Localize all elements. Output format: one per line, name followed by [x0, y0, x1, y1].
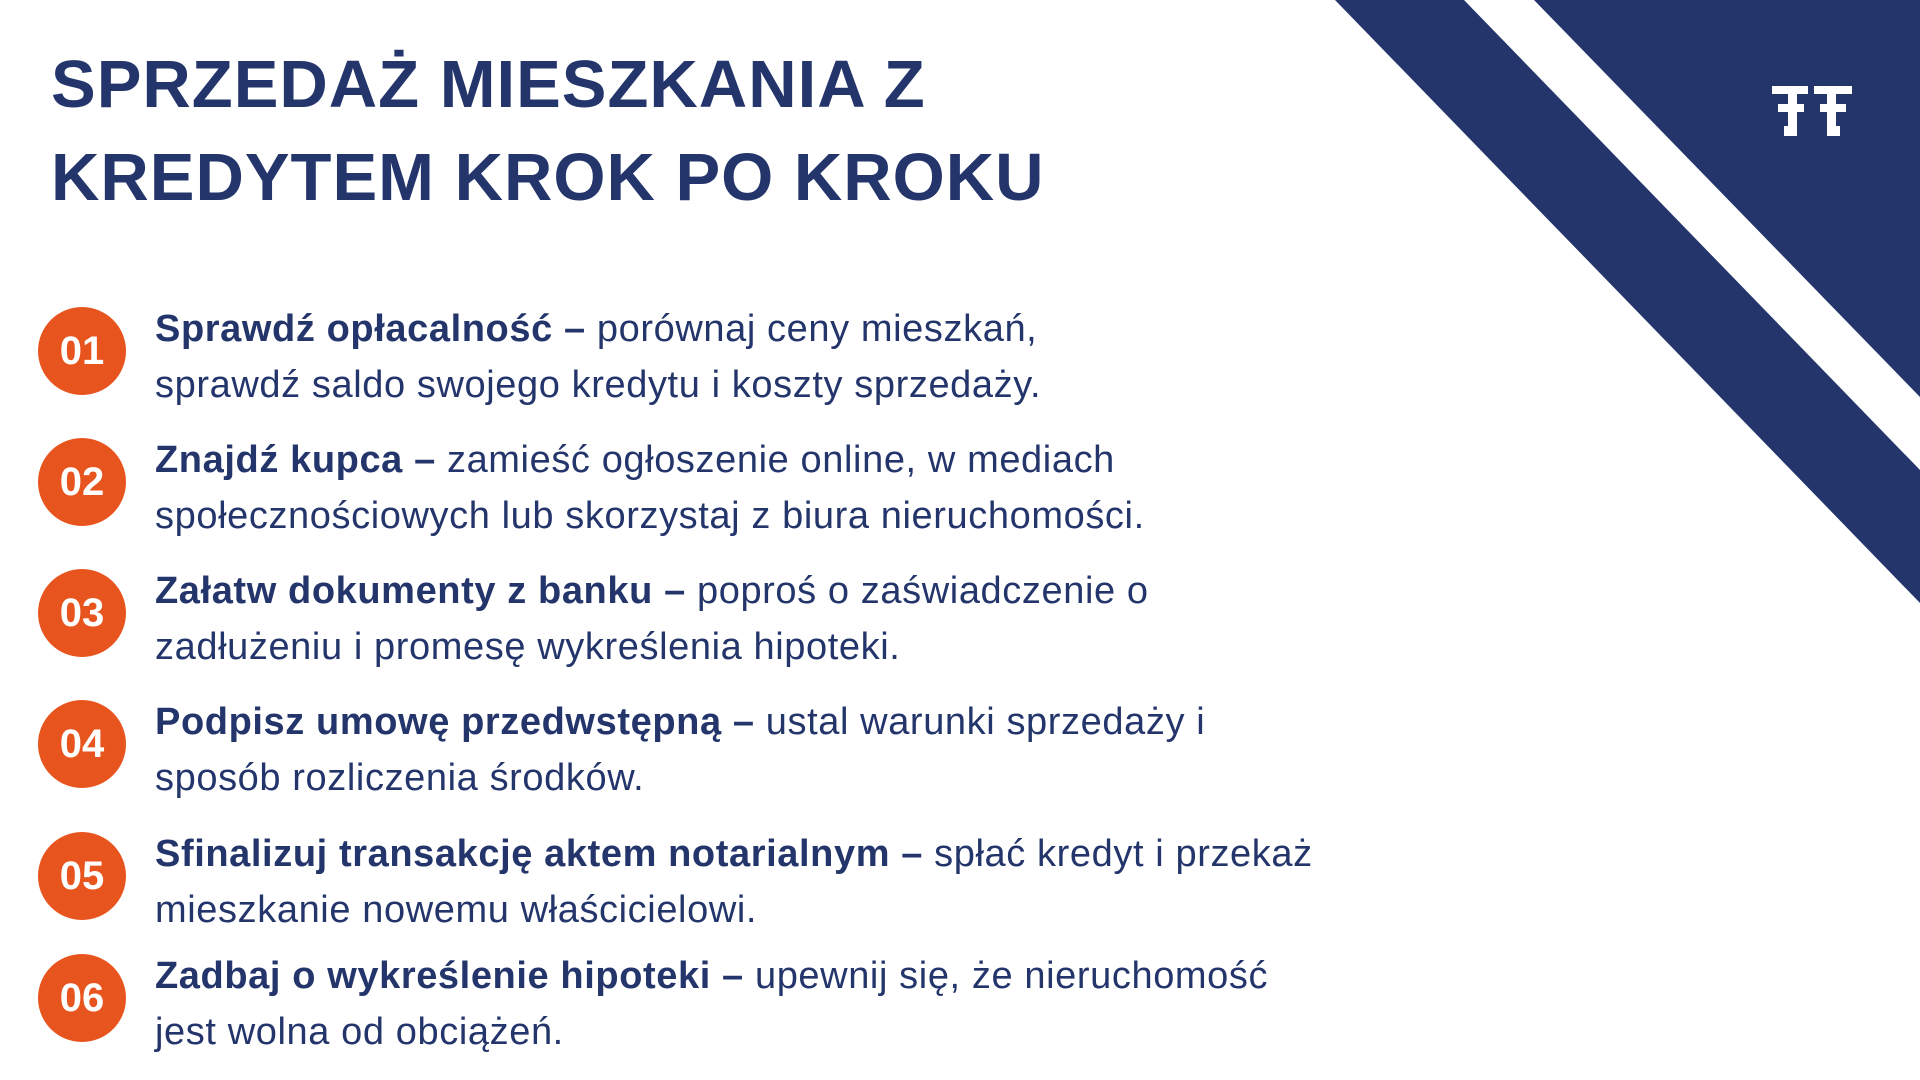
- step-number-badge: 03: [38, 569, 126, 657]
- step-description-line-2: sprawdź saldo swojego kredytu i koszty sprzedaży.: [155, 364, 1042, 406]
- step-description-line-2: mieszkanie nowemu właścicielowi.: [155, 889, 758, 931]
- step-heading: Znajdź kupca –: [155, 439, 436, 481]
- step-heading: Sprawdź opłacalność –: [155, 308, 586, 350]
- step-item: [38, 954, 1538, 1074]
- step-heading: Załatw dokumenty z banku –: [155, 570, 686, 612]
- step-description-line-1: poproś o zaświadczenie o: [685, 570, 1149, 612]
- step-description-line-2: zadłużeniu i promesę wykreślenia hipoteki.: [155, 626, 901, 668]
- step-item: [38, 569, 1538, 689]
- step-number-badge: 01: [38, 307, 126, 395]
- step-item: [38, 438, 1538, 558]
- step-description-line-1: ustal warunki sprzedaży i: [754, 701, 1206, 743]
- step-heading: Podpisz umowę przedwstępną –: [155, 701, 755, 743]
- page-title: [51, 38, 1045, 224]
- step-description-line-1: zamieść ogłoszenie online, w mediach: [435, 439, 1115, 481]
- step-number-badge: 02: [38, 438, 126, 526]
- step-heading: Sfinalizuj transakcję aktem notarialnym –: [155, 833, 923, 875]
- step-description-line-1: upewnij się, że nieruchomość: [743, 955, 1269, 997]
- title-line-2: KREDYTEM KROK PO KROKU: [51, 140, 1045, 215]
- step-number-badge: 06: [38, 954, 126, 1042]
- step-description-line-2: sposób rozliczenia środków.: [155, 757, 645, 799]
- step-item: [38, 832, 1538, 952]
- step-text: [155, 826, 1313, 938]
- step-number-badge: 05: [38, 832, 126, 920]
- title-line-1: SPRZEDAŻ MIESZKANIA Z: [51, 47, 926, 122]
- step-text: [155, 563, 1149, 675]
- step-description-line-1: spłać kredyt i przekaż: [923, 833, 1313, 875]
- step-text: [155, 694, 1205, 806]
- step-text: [155, 432, 1145, 544]
- step-item: [38, 307, 1538, 427]
- step-number-badge: 04: [38, 700, 126, 788]
- step-text: [155, 948, 1268, 1060]
- step-heading: Zadbaj o wykreślenie hipoteki –: [155, 955, 744, 997]
- step-item: [38, 700, 1538, 820]
- step-description-line-2: społecznościowych lub skorzystaj z biura nieruchomości.: [155, 495, 1145, 537]
- step-description-line-1: porównaj ceny mieszkań,: [585, 308, 1038, 350]
- step-description-line-2: jest wolna od obciążeń.: [155, 1011, 564, 1053]
- step-text: [155, 301, 1041, 413]
- brand-logo-icon: [1772, 86, 1852, 136]
